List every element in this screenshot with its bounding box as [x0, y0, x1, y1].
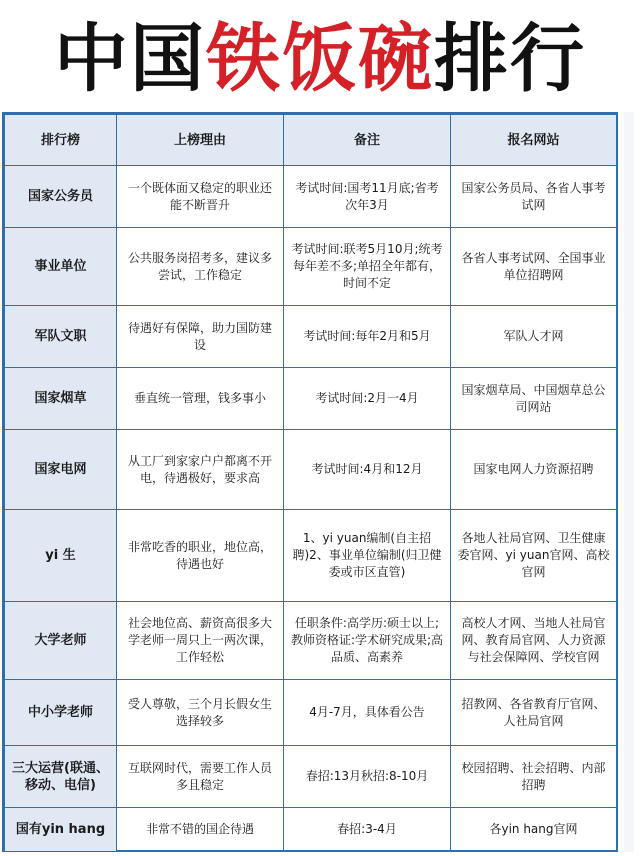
right-edge-strip — [624, 112, 634, 852]
cell-site: 国家烟草局、中国烟草总公司网站 — [451, 368, 617, 430]
cell-reason: 垂直统一管理，钱多事小 — [117, 368, 284, 430]
title-part-3: 排行 — [434, 16, 586, 102]
page-title — [0, 0, 640, 106]
table-row — [5, 306, 617, 368]
cell-rank: yi 生 — [5, 510, 117, 602]
cell-rank: 三大运营(联通、移动、电信) — [5, 746, 117, 808]
table-row — [5, 430, 617, 510]
cell-rank: 国家电网 — [5, 430, 117, 510]
ranking-table — [4, 114, 617, 852]
table-row — [5, 602, 617, 680]
cell-rank: 国有yin hang — [5, 808, 117, 852]
cell-note: 春招:13月秋招:8-10月 — [284, 746, 451, 808]
header-reason: 上榜理由 — [117, 115, 284, 166]
cell-note: 1、yi yuan编制(自主招聘)2、事业单位编制(归卫健委或市区直管) — [284, 510, 451, 602]
table-row — [5, 808, 617, 852]
cell-site: 国家公务员局、各省人事考试网 — [451, 166, 617, 228]
cell-site: 校园招聘、社会招聘、内部招聘 — [451, 746, 617, 808]
table-row — [5, 166, 617, 228]
table-row — [5, 368, 617, 430]
title-part-2: 铁饭碗 — [206, 16, 434, 102]
cell-note: 考试时间:每年2月和5月 — [284, 306, 451, 368]
cell-rank: 事业单位 — [5, 228, 117, 306]
cell-reason: 一个既体面又稳定的职业还能不断晋升 — [117, 166, 284, 228]
cell-reason: 待遇好有保障，助力国防建设 — [117, 306, 284, 368]
ranking-table-container — [2, 112, 618, 852]
cell-site: 各省人事考试网、全国事业单位招聘网 — [451, 228, 617, 306]
cell-rank: 中小学老师 — [5, 680, 117, 746]
table-row — [5, 510, 617, 602]
cell-site: 国家电网人力资源招聘 — [451, 430, 617, 510]
cell-reason: 互联网时代，需要工作人员多且稳定 — [117, 746, 284, 808]
cell-rank: 大学老师 — [5, 602, 117, 680]
cell-site: 招教网、各省教育厅官网、人社局官网 — [451, 680, 617, 746]
table-row — [5, 228, 617, 306]
cell-site: 各地人社局官网、卫生健康委官网、yi yuan官网、高校官网 — [451, 510, 617, 602]
header-rank: 排行榜 — [5, 115, 117, 166]
table-row — [5, 680, 617, 746]
cell-note: 任职条件:高学历:硕士以上;教师资格证:学术研究成果;高品质、高素养 — [284, 602, 451, 680]
cell-note: 考试时间:国考11月底;省考次年3月 — [284, 166, 451, 228]
cell-rank: 国家烟草 — [5, 368, 117, 430]
header-note: 备注 — [284, 115, 451, 166]
title-part-1: 中国 — [54, 16, 206, 102]
cell-note: 考试时间:联考5月10月;统考每年差不多;单招全年都有，时间不定 — [284, 228, 451, 306]
cell-site: 军队人才网 — [451, 306, 617, 368]
cell-note: 考试时间:2月一4月 — [284, 368, 451, 430]
cell-reason: 从工厂到家家户户都离不开电，待遇极好，要求高 — [117, 430, 284, 510]
cell-rank: 军队文职 — [5, 306, 117, 368]
cell-note: 4月-7月，具体看公告 — [284, 680, 451, 746]
table-header-row — [5, 115, 617, 166]
cell-site: 高校人才网、当地人社局官网、教育局官网、人力资源与社会保障网、学校官网 — [451, 602, 617, 680]
cell-site: 各yin hang官网 — [451, 808, 617, 852]
cell-rank: 国家公务员 — [5, 166, 117, 228]
cell-reason: 公共服务岗招考多，建议多尝试，工作稳定 — [117, 228, 284, 306]
cell-note: 春招:3-4月 — [284, 808, 451, 852]
cell-reason: 非常不错的国企待遇 — [117, 808, 284, 852]
header-site: 报名网站 — [451, 115, 617, 166]
cell-note: 考试时间:4月和12月 — [284, 430, 451, 510]
cell-reason: 社会地位高、薪资高很多大学老师一周只上一两次课，工作轻松 — [117, 602, 284, 680]
table-row — [5, 746, 617, 808]
cell-reason: 受人尊敬，三个月长假女生选择较多 — [117, 680, 284, 746]
cell-reason: 非常吃香的职业，地位高，待遇也好 — [117, 510, 284, 602]
